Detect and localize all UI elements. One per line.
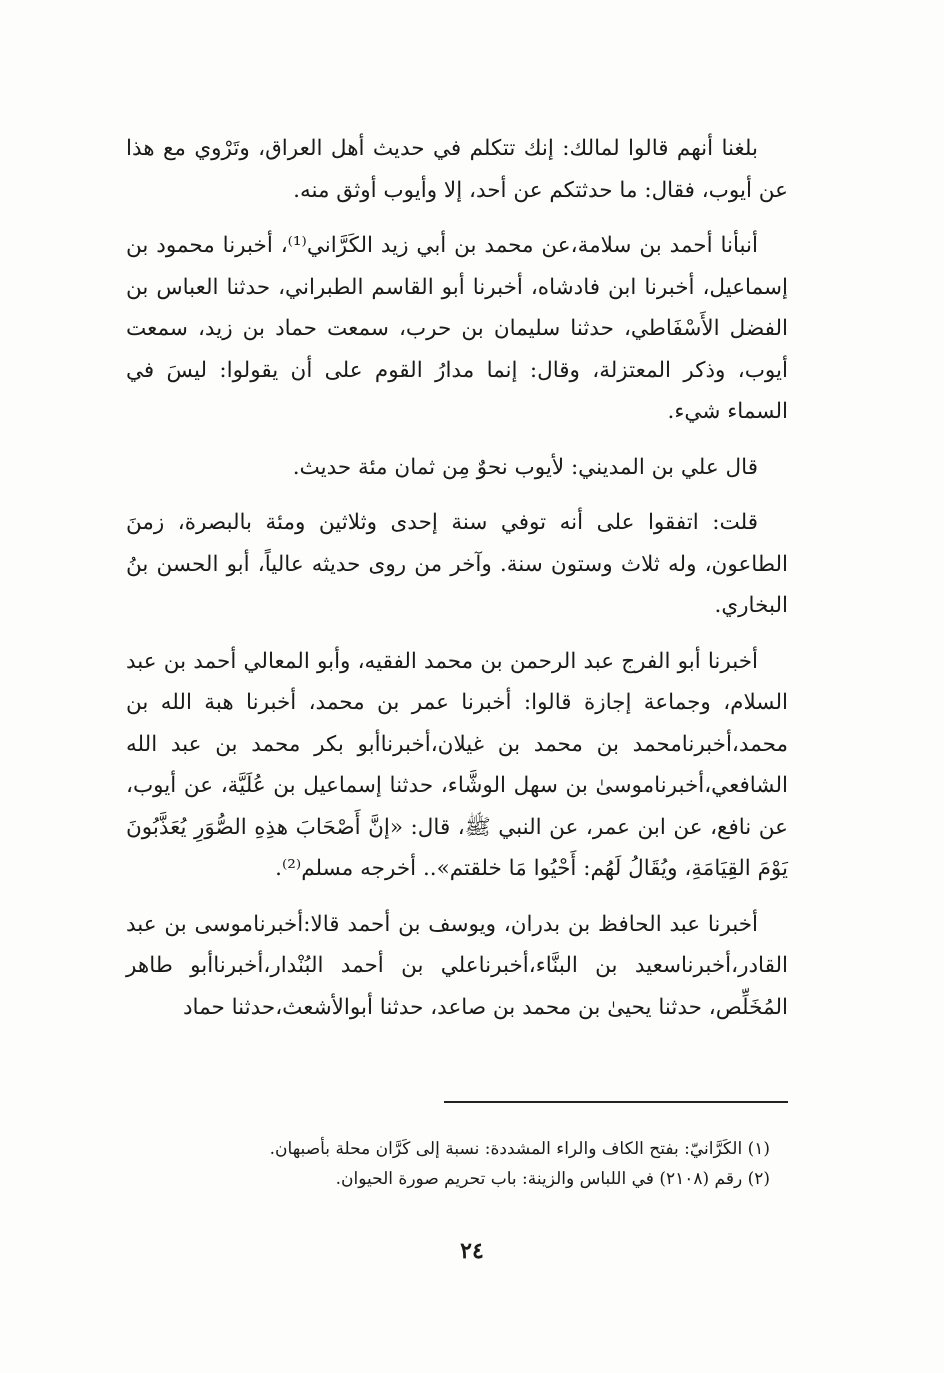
paragraph-mutazila: أنبأنا أحمد بن سلامة،عن محمد بن أبي زيد الكَرَّاني⁽¹⁾، أخبرنا محمود بن إسماعيل، أخبرنا ابن فادشاه، أخبرنا أبو القاسم الطبراني، حدثنا العباس بن الفضل الأَسْفَاطي، حدثنا سليمان بن حرب، سمعت حماد بن زيد، سمعت أيوب، وذكر المعتزلة، وقال: إنما مدارُ القوم على أن يقولوا: ليسَ في السماء شيء. xyxy=(126,233,788,424)
paragraph-hadith-images: أخبرنا أبو الفرج عبد الرحمن بن محمد الفقيه، وأبو المعالي أحمد بن عبد السلام، وجماعة إجازة قالوا: أخبرنا عمر بن محمد، أخبرنا هبة الله بن محمد،أخبرنامحمد بن محمد بن غيلان،أخبرناأبو بكر محمد بن عبد الله الشافعي،أخبرناموسىٰ بن سهل الوشَّاء، حدثنا إسماعيل بن عُلَيَّة، عن أيوب، عن نافع، عن ابن عمر، عن النبي ﷺ، قال: «إنَّ أَصْحَابَ هذِهِ الصُّوَرِ يُعَذَّبُونَ يَوْمَ القِيَامَةِ، ويُقَالُ لَهُم: أَحْيُوا مَا خلقتم».. أخرجه مسلم⁽²⁾. xyxy=(126,648,788,881)
footnote-2: (٢) رقم (٢١٠٨) في اللباس والزينة: باب تحريم صورة الحيوان. xyxy=(335,1169,770,1189)
paragraph-malik: بلغنا أنهم قالوا لمالك: إنك تتكلم في حديث أهل العراق، وتَرْوي مع هذا عن أيوب، فقال: ما حدثتكم عن أحد، إلا وأيوب أوثق منه. xyxy=(126,136,788,203)
page-number: ٢٤ xyxy=(460,1238,484,1264)
paragraph-death-date: قلت: اتفقوا على أنه توفي سنة إحدى وثلاثين ومئة بالبصرة، زمنَ الطاعون، وله ثلاث وستون سنة. وآخر من روى حديثه عالياً، أبو الحسن بنُ البخاري. xyxy=(126,510,788,618)
footnote-divider xyxy=(444,1101,788,1103)
footnote-1: (١) الكَرَّانيّ: بفتح الكاف والراء المشددة: نسبة إلى كَرَّان محلة بأصبهان. xyxy=(269,1139,770,1159)
main-text xyxy=(126,128,788,1038)
paragraph-ibn-al-madini: قال علي بن المديني: لأيوب نحوٌ مِن ثمان مئة حديث. xyxy=(292,454,758,480)
footnotes xyxy=(150,1134,770,1194)
paragraph-chain-abd-al-hafiz: أخبرنا عبد الحافظ بن بدران، ويوسف بن أحمد قالا:أخبرناموسى بن عبد القادر،أخبرناسعيد بن البنَّاء،أخبرناعلي بن أحمد البُنْدار،أخبرناأبو طاهر المُخَلِّص، حدثنا يحيىٰ بن محمد بن صاعد، حدثنا أبوالأشعث،حدثنا حماد xyxy=(126,911,788,1020)
